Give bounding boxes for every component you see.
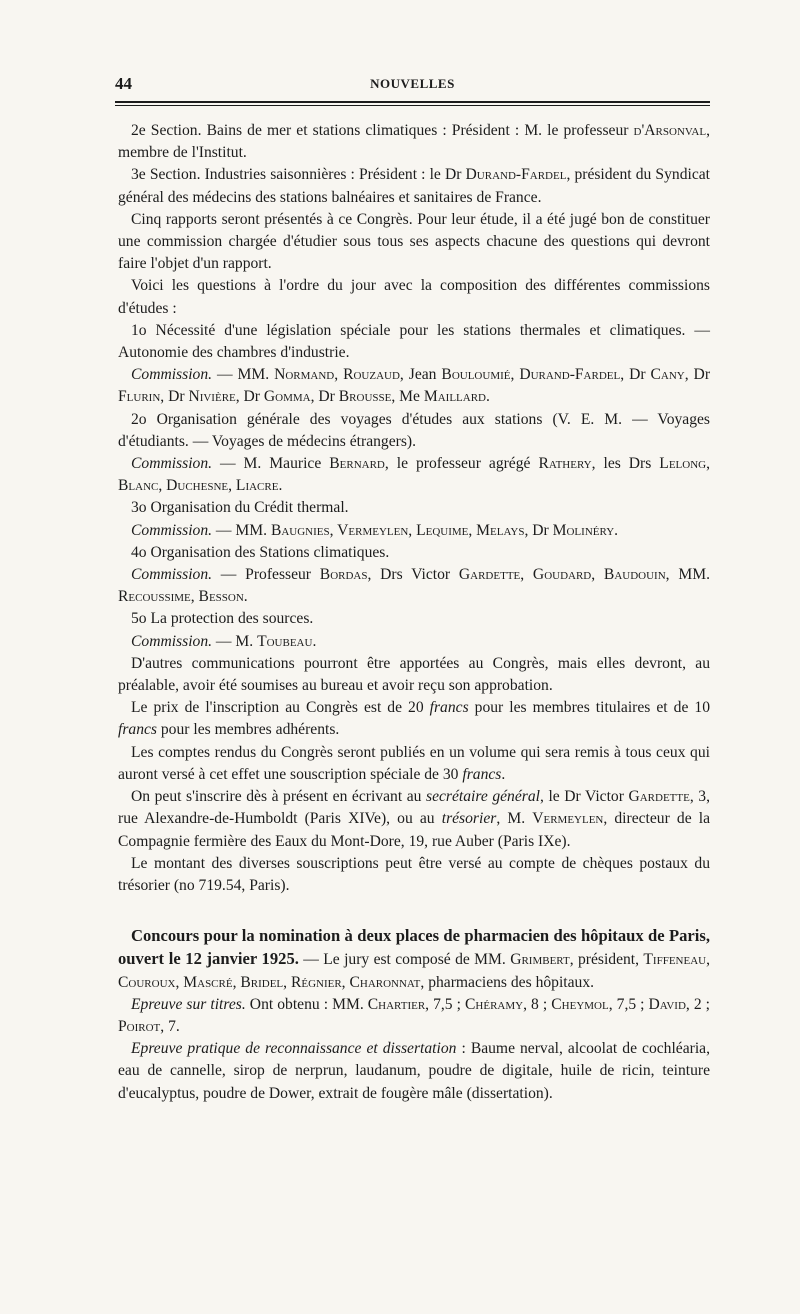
page-body xyxy=(118,120,710,1105)
paragraph-section-2: 2e Section. Bains de mer et stations climatiques : Président : M. le professeur d'Arsonval, membre de l'Institut. xyxy=(118,122,710,162)
commission-3: Commission. — MM. Baugnies, Vermeylen, Lequime, Melays, Dr Molinéry. xyxy=(131,521,619,539)
commission-1: Commission. — MM. Normand, Rouzaud, Jean Bouloumié, Durand-Fardel, Dr Cany, Dr Flurin, Dr Nivière, Dr Gomma, Dr Brousse, Me Maillard. xyxy=(118,366,711,406)
header-rule-thin xyxy=(115,105,710,106)
question-1: 1o Nécessité d'une législation spéciale pour les stations thermales et climatiques. — Autonomie des chambres d'industrie. xyxy=(118,321,710,362)
article-separator xyxy=(118,897,710,925)
epreuve-label: Epreuve pratique de reconnaissance et dissertation xyxy=(131,1040,457,1058)
paragraph-questions-intro: Voici les questions à l'ordre du jour avec la composition des différentes commissions d'études : xyxy=(118,277,710,317)
paragraph-comptes-rendus: Les comptes rendus du Congrès seront publiés en un volume qui sera remis à tous ceux qui auront versé à cet effet une souscription spéciale de 30 francs. xyxy=(118,743,710,783)
commission-5: Commission. — M. Toubeau. xyxy=(131,632,317,650)
page-number: 44 xyxy=(115,74,132,93)
commission-label: Commission. xyxy=(131,632,213,650)
commission-4: Commission. — Professeur Bordas, Drs Victor Gardette, Goudard, Baudouin, MM. Recoussime, Besson. xyxy=(118,566,710,606)
epreuve-titres: Epreuve sur titres. Ont obtenu : MM. Chartier, 7,5 ; Chéramy, 8 ; Cheymol, 7,5 ; David, 2 ; Poirot, 7. xyxy=(118,995,710,1035)
header-rule xyxy=(115,101,710,103)
commission-label: Commission. xyxy=(131,566,213,584)
commission-2: Commission. — M. Maurice Bernard, le professeur agrégé Rathery, les Drs Lelong, Blanc, Duchesne, Liacre. xyxy=(118,455,710,495)
commission-label: Commission. xyxy=(131,455,213,473)
page-header xyxy=(115,74,710,96)
paragraph-rapports: Cinq rapports seront présentés à ce Congrès. Pour leur étude, il a été jugé bon de constituer une commission chargée d'étudier sous tous ses aspects chacune des questions qui devront faire l'objet d'un rapport. xyxy=(118,210,710,273)
paragraph-inscription-contact: On peut s'inscrire dès à présent en écrivant au secrétaire général, le Dr Victor Gardette, 3, rue Alexandre-de-Humboldt (Paris XIVe), ou au trésorier, M. Vermeylen, directeur de la Compagnie fermière des Eaux du Mont-Dore, 19, rue Auber (Paris IXe). xyxy=(118,788,711,850)
paragraph-inscription-price: Le prix de l'inscription au Congrès est de 20 francs pour les membres titulaires et de 10 francs pour les membres adhérents. xyxy=(118,699,710,739)
question-2: 2o Organisation générale des voyages d'études aux stations (V. E. M. — Voyages d'étudiants. — Voyages de médecins étrangers). xyxy=(118,410,710,450)
question-5: 5o La protection des sources. xyxy=(131,610,314,628)
running-title: NOUVELLES xyxy=(370,76,455,91)
commission-label: Commission. xyxy=(131,366,213,384)
question-3: 3o Organisation du Crédit thermal. xyxy=(131,499,349,517)
concours-title: Concours pour la nomination à deux places de pharmacien des hôpitaux de Paris, ouvert le 12 janvier 1925. xyxy=(118,926,710,969)
paragraph-communications: D'autres communications pourront être apportées au Congrès, mais elles devront, au préalable, avoir été soumises au bureau et avoir reçu son approbation. xyxy=(118,654,710,695)
paragraph-cheques: Le montant des diverses souscriptions peut être versé au compte de chèques postaux du trésorier (no 719.54, Paris). xyxy=(118,854,710,894)
epreuve-label: Epreuve sur titres. xyxy=(131,995,246,1013)
epreuve-pratique: Epreuve pratique de reconnaissance et dissertation : Baume nerval, alcoolat de cochléaria, eau de cannelle, sirop de nerprun, laudanum, poudre de digitale, huile de ricin, teinture d'eucalyptus, poudre de Dower, extrait de fougère mâle (dissertation). xyxy=(118,1040,710,1102)
person-name: d'Arsonval xyxy=(633,122,707,139)
paragraph-section-3: 3e Section. Industries saisonnières : Président : le Dr Durand-Fardel, président du Syndicat général des médecins des stations balnéaires et sanitaires de France. xyxy=(118,166,710,206)
concours-paragraph: Concours pour la nomination à deux places de pharmacien des hôpitaux de Paris, ouvert le 12 janvier 1925. — Le jury est composé de MM. Grimbert, président, Tiffeneau, Couroux, Mascré, Bridel, Régnier, Charonnat, pharmaciens des hôpitaux. xyxy=(118,926,710,991)
question-4: 4o Organisation des Stations climatiques. xyxy=(131,543,390,561)
person-name: Durand-Fardel xyxy=(465,166,567,184)
commission-label: Commission. xyxy=(131,521,213,539)
